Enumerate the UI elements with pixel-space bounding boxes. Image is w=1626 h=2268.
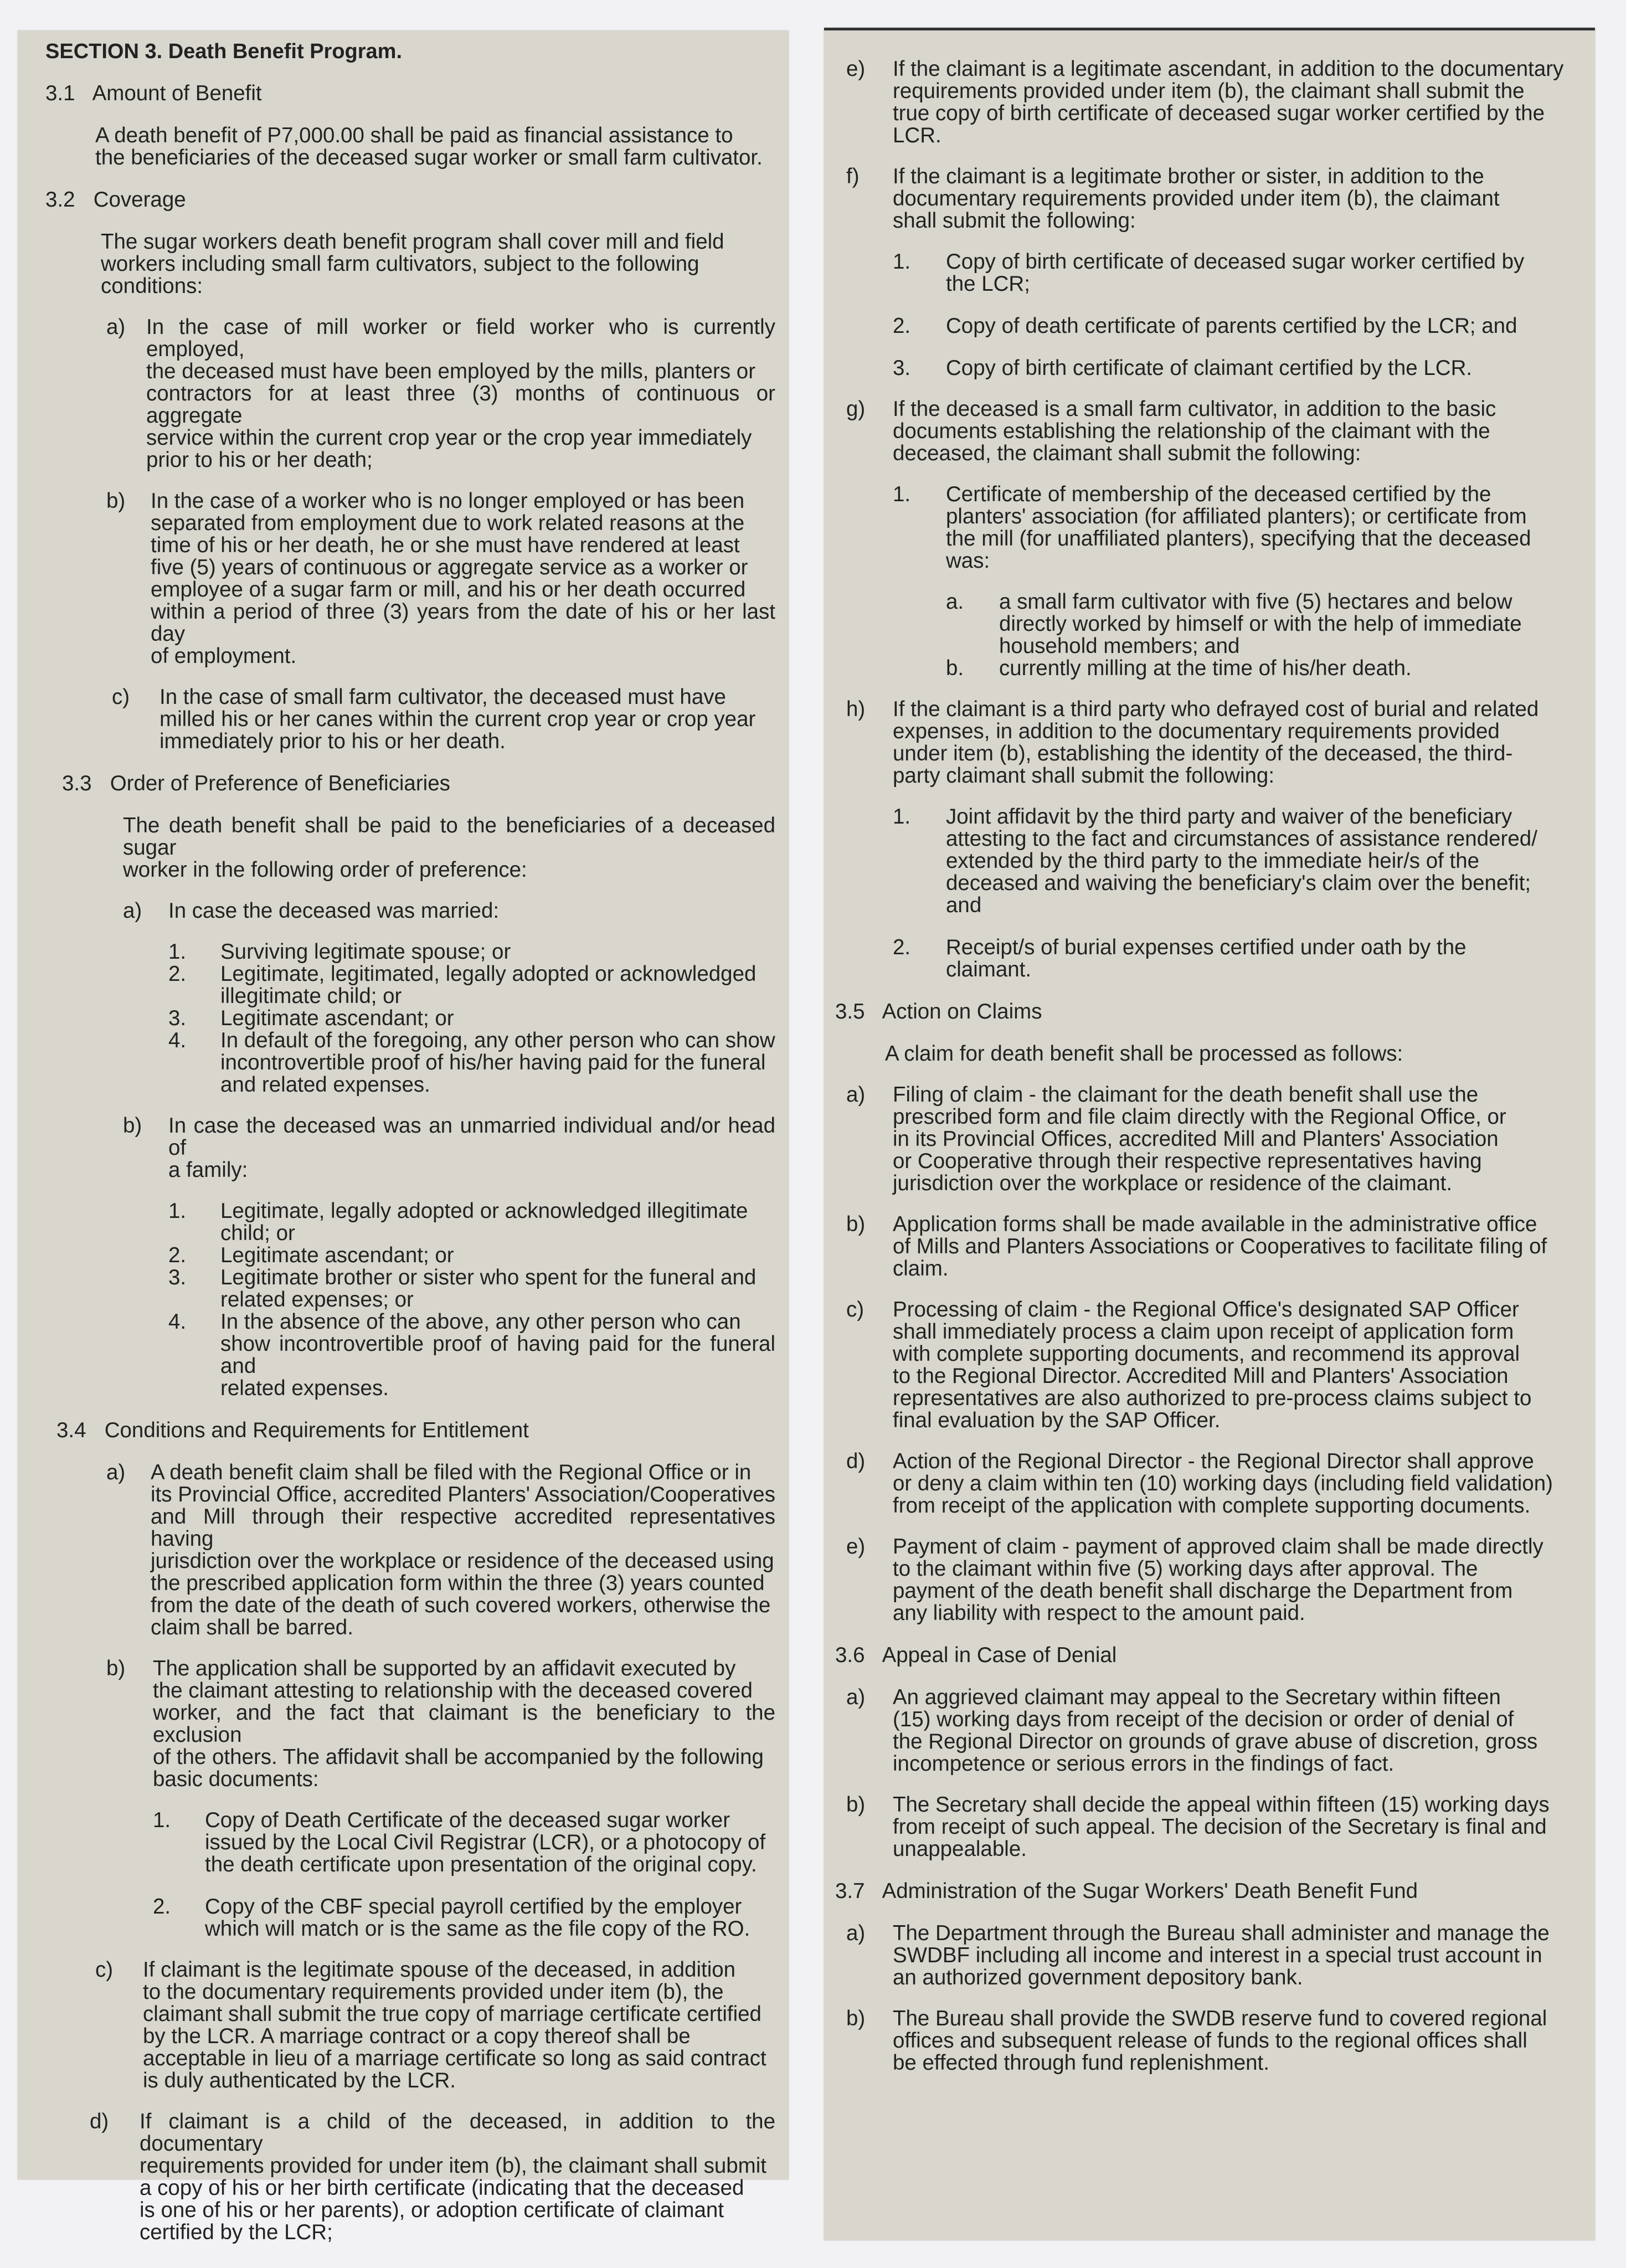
list-item: [846, 166, 1582, 232]
sub-list: [893, 251, 1582, 379]
sub-item: [168, 1244, 775, 1267]
item-text: In case the deceased was an unmarried individual and/or head of a family:: [168, 1114, 775, 1182]
item-text: Payment of claim - payment of approved claim shall be made directly to the claimant within five (5) working days after approval. The payment of the death benefit shall discharge the Department from any liability with respect to the amount paid.: [893, 1535, 1543, 1625]
list-item: [846, 698, 1582, 787]
heading-title: Amount of Benefit: [92, 81, 262, 105]
item-text: An aggrieved claimant may appeal to the Secretary within fifteen (15) working days from receipt of the decision or order of denial of the Regional Director on grounds of grave abuse of discretion, gross incompetence or serious errors in the findings of fact.: [893, 1685, 1538, 1776]
item-label: 2.: [893, 314, 911, 338]
item-label: b): [846, 1212, 866, 1236]
item-text: In the case of a worker who is no longer employed or has been separated from employment due to work related reasons at the time of his or her death, he or she must have rendered at least five (5) years of continuous or aggregate service as a worker or employee of a sugar farm or mill, and his or her death occurred within a period of three (3) years from the date of his or her last day of employment.: [151, 489, 775, 668]
item-text: Copy of birth certificate of claimant certified by the LCR.: [946, 356, 1473, 380]
list-item: [846, 58, 1582, 147]
item-label: a): [106, 1460, 126, 1484]
list-item: [846, 1922, 1582, 1989]
item-text: If the deceased is a small farm cultivator, in addition to the basic documents establishing the relationship of the claimant with the deceased, the claimant shall submit the following:: [893, 397, 1496, 465]
item-label: c): [846, 1298, 865, 1321]
sub-item: [893, 806, 1582, 917]
item-label: b): [106, 1657, 126, 1680]
sub-item: [168, 1007, 775, 1030]
heading-number: 3.2: [45, 188, 75, 212]
paragraph: A claim for death benefit shall be processed as follows:: [885, 1042, 1403, 1066]
item-label: c): [112, 685, 130, 709]
item-text: Copy of birth certificate of deceased sugar worker certified by the LCR;: [946, 250, 1525, 296]
item-label: g): [846, 397, 866, 421]
list-item: [846, 1299, 1582, 1432]
item-label: a.: [946, 590, 964, 614]
item-label: 4.: [168, 1028, 187, 1052]
item-text: a small farm cultivator with five (5) hectares and below directly worked by himself or with the help of immediate household members; and: [999, 590, 1522, 658]
list-item: [846, 1451, 1582, 1517]
sub-item: [946, 657, 1582, 680]
heading-3-3: [62, 773, 775, 795]
item-text: The Secretary shall decide the appeal within fifteen (15) working days from receipt of such appeal. The decision of the Secretary is final and unappealable.: [893, 1793, 1550, 1861]
item-text: A death benefit claim shall be filed with the Regional Office or in its Provincial Office, accredited Planters' Association/Cooperatives and Mill through their respective accredited representatives having jurisdiction over the workplace or residence of the deceased using the prescribed application form within the three (3) years counted from the date of the death of such covered workers, otherwise the claim shall be barred.: [151, 1460, 775, 1639]
sub-item: [893, 484, 1582, 572]
item-label: 2.: [168, 1243, 187, 1267]
item-label: 2.: [153, 1895, 171, 1919]
item-text: Joint affidavit by the third party and waiver of the beneficiary attesting to the fact and circumstances of assistance rendered/ extended by the third party to the immediate heir/s of the deceased and waiving the beneficiary's claim over the benefit; and: [946, 805, 1537, 917]
heading-number: 3.4: [56, 1418, 86, 1442]
item-label: 1.: [893, 805, 911, 829]
item-label: b.: [946, 656, 964, 680]
heading-number: 3.3: [62, 772, 92, 795]
heading-title: Action on Claims: [882, 1000, 1042, 1024]
heading-3-6: [835, 1644, 1582, 1667]
item-label: 2.: [168, 962, 187, 986]
sub-item: [893, 315, 1582, 337]
item-text: Copy of the CBF special payroll certified by the employer which will match or is the same as the file copy of the RO.: [205, 1895, 750, 1941]
item-label: f): [846, 164, 860, 188]
list-item: [123, 1115, 775, 1181]
item-label: 3.: [893, 356, 911, 380]
list-item: [846, 1084, 1582, 1195]
item-label: a): [123, 899, 142, 923]
sub-list: [893, 484, 1582, 572]
heading-title: Order of Preference of Beneficiaries: [110, 772, 450, 795]
item-text: The Department through the Bureau shall administer and manage the SWDBF including all income and interest in a special trust account in an authorized government depository bank.: [893, 1921, 1550, 1989]
item-text: Surviving legitimate spouse; or: [220, 940, 511, 964]
item-label: b): [106, 489, 126, 513]
heading-title: Appeal in Case of Denial: [882, 1643, 1117, 1667]
paragraph: A death benefit of P7,000.00 shall be paid as financial assistance to the beneficiaries of the deceased sugar worker or small farm cultivator.: [95, 124, 763, 169]
item-text: Action of the Regional Director - the Regional Director shall approve or deny a claim within ten (10) working days (including field validation) from receipt of the application with complete supporting documents.: [893, 1449, 1553, 1518]
item-text: Processing of claim - the Regional Office's designated SAP Officer shall immediately process a claim upon receipt of application form with complete supporting documents, and recommend its approval to the Regional Director. Accredited Mill and Planters' Association representatives are also authorized to pre-process claims subject to final evaluation by the SAP Officer.: [893, 1298, 1532, 1432]
item-label: 1.: [168, 1199, 187, 1223]
list-item: [112, 686, 775, 753]
item-text: In the case of small farm cultivator, the deceased must have milled his or her canes within the current crop year or crop year immediately prior to his or her death.: [159, 685, 756, 753]
item-label: 3.: [168, 1266, 187, 1289]
item-label: c): [95, 1958, 114, 1982]
heading-number: 3.5: [835, 1000, 865, 1024]
heading-title: Administration of the Sugar Workers' Death Benefit Fund: [882, 1879, 1418, 1903]
sub-list: [168, 941, 775, 1096]
list-item: [106, 1462, 775, 1639]
item-label: a): [846, 1921, 866, 1945]
item-text: In the case of mill worker or field worker who is currently employed, the deceased must have been employed by the mills, planters or contractors for at least three (3) months of continuous or aggregate service within the current crop year or the crop year immediately prior to his or her death;: [146, 315, 775, 472]
sub-item: [153, 1809, 775, 1876]
item-text: currently milling at the time of his/her death.: [999, 656, 1412, 680]
item-label: a): [106, 315, 126, 339]
sub-sub-list: [946, 591, 1582, 680]
sub-list: [893, 806, 1582, 981]
item-label: 1.: [893, 482, 911, 506]
item-label: d): [90, 2110, 109, 2133]
sub-item: [946, 591, 1582, 657]
item-text: Application forms shall be made available in the administrative office of Mills and Planters Associations or Cooperatives to facilitate filing of claim.: [893, 1212, 1547, 1280]
list-item: [846, 1686, 1582, 1775]
item-text: The application shall be supported by an affidavit executed by the claimant attesting to relationship with the deceased covered worker, and the fact that claimant is the beneficiary to the exclusion of the others. The affidavit shall be accompanied by the following basic documents:: [153, 1657, 775, 1791]
heading-3-7: [835, 1880, 1582, 1902]
item-text: If the claimant is a legitimate ascendant, in addition to the documentary requirements provided under item (b), the claimant shall submit the true copy of birth certificate of deceased sugar worker certified by the LCR.: [893, 57, 1564, 147]
list-item: [106, 316, 775, 471]
item-label: 3.: [168, 1006, 187, 1030]
heading-3-1: [45, 83, 775, 105]
list-item: [95, 1959, 775, 2092]
sub-list: [168, 1200, 775, 1400]
item-text: Legitimate ascendant; or: [220, 1006, 454, 1030]
item-label: 1.: [153, 1808, 171, 1832]
item-text: Copy of death certificate of parents certified by the LCR; and: [946, 314, 1517, 338]
sub-item: [168, 963, 775, 1007]
paragraph: The death benefit shall be paid to the beneficiaries of a deceased sugar worker in the following order of preference:: [123, 814, 775, 882]
sub-item: [168, 1311, 775, 1400]
item-label: b): [846, 2007, 866, 2030]
item-label: 2.: [893, 935, 911, 959]
heading-3-2: [45, 189, 775, 211]
item-text: If the claimant is a legitimate brother or sister, in addition to the documentary requirements provided under item (b), the claimant shall submit the following:: [893, 164, 1500, 233]
item-label: e): [846, 57, 866, 81]
item-label: a): [846, 1083, 866, 1107]
item-text: In default of the foregoing, any other person who can show incontrovertible proof of his/her having paid for the funeral and related expenses.: [220, 1028, 775, 1097]
item-label: a): [846, 1685, 866, 1709]
sub-item: [893, 357, 1582, 379]
heading-number: 3.1: [45, 81, 75, 105]
item-text: The Bureau shall provide the SWDB reserve fund to covered regional offices and subsequent release of funds to the regional offices shall be effected through fund replenishment.: [893, 2007, 1547, 2075]
item-text: Filing of claim - the claimant for the death benefit shall use the prescribed form and file claim directly with the Regional Office, or in its Provincial Offices, accredited Mill and Planters' Association or Cooperative through their respective representatives having jurisdiction over the workplace or residence of the claimant.: [893, 1083, 1506, 1195]
item-text: Receipt/s of burial expenses certified under oath by the claimant.: [946, 935, 1467, 981]
sub-item: [168, 1200, 775, 1244]
section-title: SECTION 3. Death Benefit Program.: [45, 40, 403, 63]
item-text: If claimant is the legitimate spouse of the deceased, in addition to the documentary requirements provided under item (b), the claimant shall submit the true copy of marriage certificate certified by the LCR. A marriage contract or a copy thereof shall be acceptable in lieu of a marriage certificate so long as said contract is duly authenticated by the LCR.: [143, 1958, 766, 2092]
newspaper-clipping-right: [824, 28, 1595, 2240]
sub-list: [153, 1809, 775, 1940]
paragraph: The sugar workers death benefit program shall cover mill and field workers including small farm cultivators, subject to the following conditions:: [101, 230, 724, 298]
sub-item: [168, 1030, 775, 1096]
item-text: Legitimate brother or sister who spent for the funeral and related expenses; or: [220, 1266, 757, 1312]
heading-title: Conditions and Requirements for Entitlement: [104, 1418, 529, 1442]
item-text: If claimant is a child of the deceased, in addition to the documentary requirements provided for under item (b), the claimant shall submit a copy of his or her birth certificate (indicating that the deceased is one of his or her parents), or adoption certificate of claimant certified by the LCR;: [140, 2110, 775, 2244]
item-label: d): [846, 1449, 866, 1473]
heading-3-4: [56, 1420, 775, 1442]
item-label: b): [123, 1114, 142, 1138]
newspaper-clipping-left: [18, 30, 789, 2244]
list-item: [106, 490, 775, 667]
item-text: In the absence of the above, any other person who can show incontrovertible proof of having paid for the funeral and related expenses.: [220, 1310, 775, 1400]
item-text: Legitimate ascendant; or: [220, 1243, 454, 1267]
item-label: 1.: [168, 940, 187, 964]
item-text: Certificate of membership of the deceased certified by the planters' association (for affiliated planters); or certificate from the mill (for unaffiliated planters), specifying that the deceased was:: [946, 482, 1531, 573]
list-item: [90, 2111, 775, 2244]
item-label: 4.: [168, 1310, 187, 1334]
sub-item: [893, 251, 1582, 295]
heading-number: 3.7: [835, 1879, 865, 1903]
item-label: b): [846, 1793, 866, 1817]
item-text: Legitimate, legally adopted or acknowledged illegitimate child; or: [220, 1199, 748, 1245]
heading-number: 3.6: [835, 1643, 865, 1667]
heading-3-5: [835, 1001, 1582, 1023]
list-item: [106, 1658, 775, 1791]
list-item: [846, 1794, 1582, 1860]
sub-item: [168, 941, 775, 963]
item-label: e): [846, 1535, 866, 1559]
item-text: If the claimant is a third party who defrayed cost of burial and related expenses, in addition to the documentary requirements provided under item (b), establishing the identity of the deceased, the third- party claimant shall submit the following:: [893, 697, 1539, 788]
item-label: h): [846, 697, 866, 721]
list-item: [123, 900, 775, 922]
item-label: 1.: [893, 250, 911, 274]
list-item: [846, 398, 1582, 465]
item-text: Copy of Death Certificate of the deceased sugar worker issued by the Local Civil Registrar (LCR), or a photocopy of the death certificate upon presentation of the original copy.: [205, 1808, 766, 1876]
sub-item: [168, 1267, 775, 1311]
list-item: [846, 2008, 1582, 2074]
item-text: Legitimate, legitimated, legally adopted or acknowledged illegitimate child; or: [220, 962, 757, 1008]
heading-title: Coverage: [93, 188, 186, 212]
list-item: [846, 1536, 1582, 1624]
list-item: [846, 1213, 1582, 1280]
sub-item: [153, 1896, 775, 1940]
sub-item: [893, 937, 1582, 981]
item-text: In case the deceased was married:: [168, 899, 500, 923]
